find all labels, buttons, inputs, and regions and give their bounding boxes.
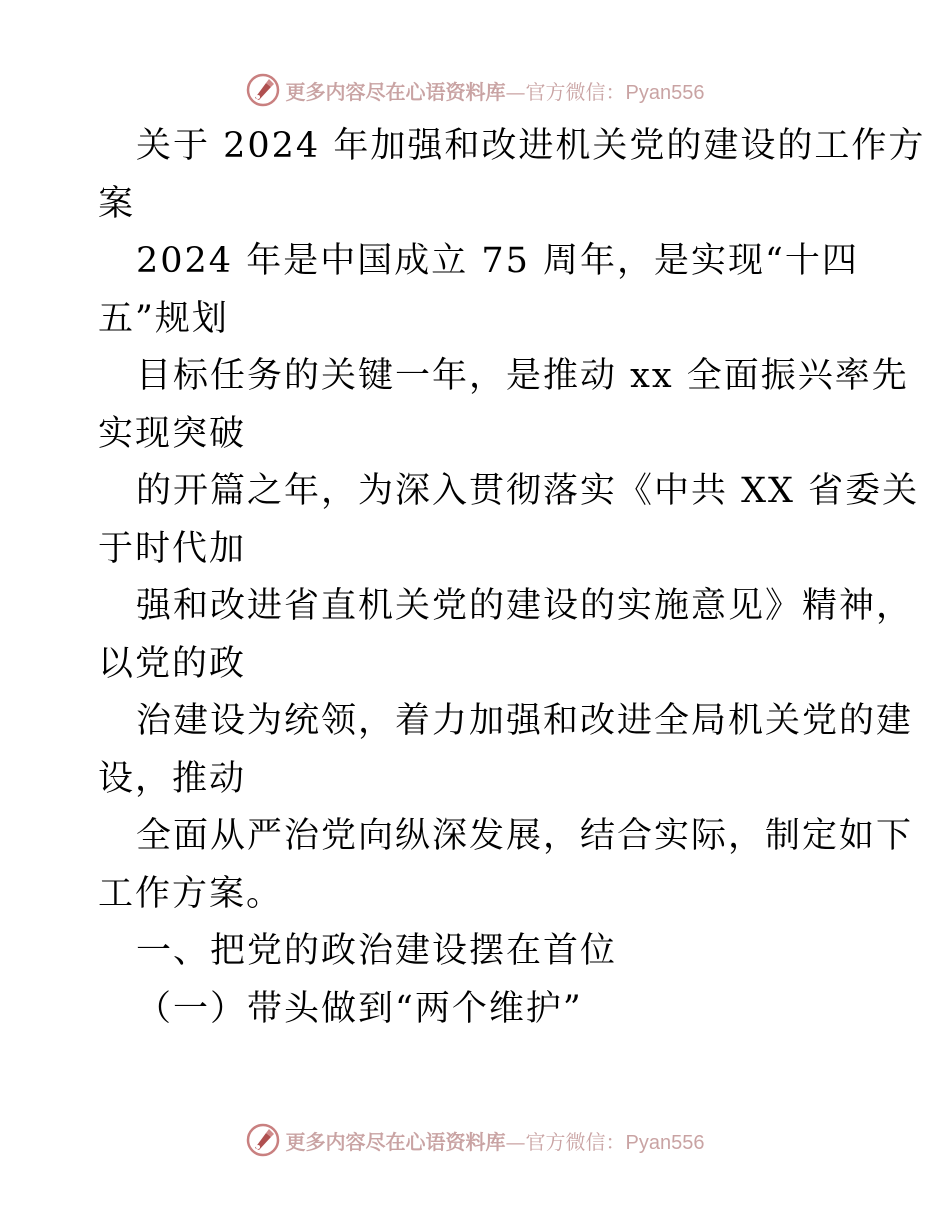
header-wechat-id: Pyan556 [625, 81, 705, 104]
doc-paragraph-line: 治建设为统领，着力加强和改进全局机关党的建 [136, 701, 914, 741]
header-banner [0, 70, 950, 110]
doc-paragraph-line: 五”规划 [98, 298, 229, 339]
doc-paragraph-line: 设，推动 [98, 758, 247, 799]
footer-wechat-id: Pyan556 [625, 1131, 705, 1154]
pen-nib-logo-icon [246, 1123, 280, 1157]
footer-banner [0, 1120, 950, 1160]
doc-paragraph-line: 于时代加 [98, 528, 247, 569]
section-heading: 一、把党的政治建设摆在首位 [136, 931, 618, 971]
doc-paragraph-line: 2024 年是中国成立 75 周年，是实现“十四 [136, 241, 859, 281]
doc-paragraph-line: 强和改进省直机关党的建设的实施意见》精神， [136, 586, 914, 626]
header-banner-text [286, 76, 705, 105]
doc-paragraph-line: 的开篇之年，为深入贯彻落实《中共 XX 省委关 [136, 471, 920, 511]
doc-paragraph-line: 目标任务的关键一年，是推动 xx 全面振兴率先 [136, 356, 909, 396]
doc-paragraph-line: 工作方案。 [98, 873, 284, 914]
subsection-heading: （一）带头做到“两个维护” [136, 988, 583, 1029]
footer-contact-label: —官方微信： [505, 1129, 626, 1154]
doc-title-line-1: 关于 2024 年加强和改进机关党的建设的工作方 [136, 126, 926, 166]
pen-nib-logo-icon [246, 73, 280, 107]
header-brand: 更多内容尽在心语资料库 [285, 79, 506, 104]
footer-banner-text [286, 1126, 705, 1155]
doc-paragraph-line: 以党的政 [98, 643, 247, 684]
footer-brand: 更多内容尽在心语资料库 [285, 1129, 506, 1154]
doc-title-line-2: 案 [98, 183, 136, 224]
document-body [98, 118, 926, 1038]
header-contact-label: —官方微信： [505, 79, 626, 104]
doc-paragraph-line: 全面从严治党向纵深发展，结合实际，制定如下 [136, 816, 914, 856]
doc-paragraph-line: 实现突破 [98, 413, 247, 454]
